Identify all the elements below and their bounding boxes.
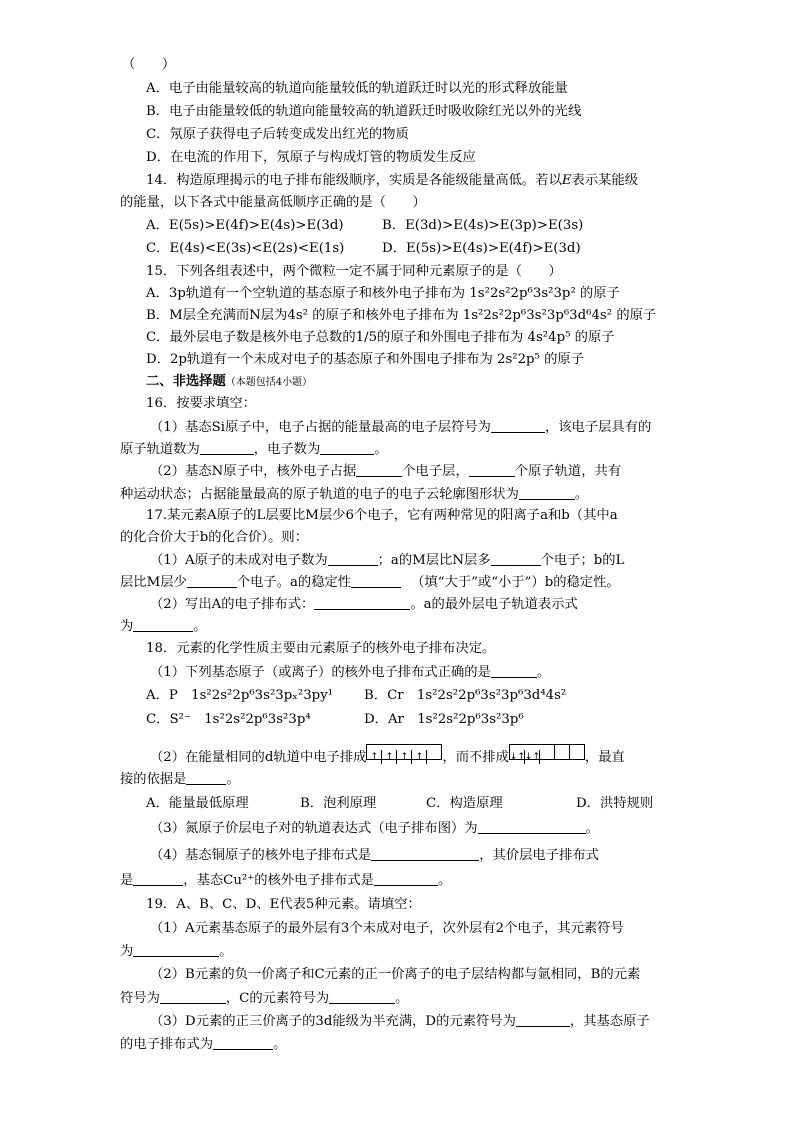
q14-option-b: B．E(3d)>E(4s)>E(3p)>E(3s) bbox=[382, 218, 584, 233]
q15-option-a: A．3p轨道有一个空轨道的基态原子和核外电子排布为 1s²2s²2p⁶3s²3p² 的原子 bbox=[146, 286, 620, 301]
answer-blank[interactable] bbox=[356, 462, 402, 477]
q16-part1-line1 bbox=[150, 418, 651, 437]
q18-part1 bbox=[150, 663, 550, 682]
orbital-box-cell bbox=[570, 745, 584, 759]
q18-p4-text: 。 bbox=[437, 873, 452, 888]
q14-stem-end: 表示某能级 bbox=[571, 173, 639, 188]
q17-p1-text: 层比M层少 bbox=[120, 575, 187, 590]
q15-option-c: C．最外层电子数是核外电子总数的1/5的原子和外围电子排布为 4s²4p⁵ 的原子 bbox=[146, 330, 615, 345]
q18-p4-text: ，其价层电子排布式 bbox=[479, 848, 599, 863]
answer-blank[interactable] bbox=[329, 989, 395, 1004]
q19-p1-text: 。 bbox=[219, 944, 233, 959]
q18-p2-text: 接的依据是 bbox=[120, 772, 187, 787]
q19-part2-line1: （2）B元素的负一价离子和C元素的正一价离子的电子层结构都与氩相同，B的元素 bbox=[150, 967, 641, 982]
q17-stem-line1: 17.某元素A原子的L层要比M层少6个电子，它有两种常见的阳离子a和b（其中a bbox=[146, 508, 618, 523]
q17-p2-text: 。a的最外层电子轨道表示式 bbox=[410, 597, 578, 612]
q16-p1-text: ，该电子层具有的 bbox=[544, 420, 652, 435]
q14-stem-line1 bbox=[146, 172, 638, 190]
q18-part4-line1 bbox=[150, 846, 599, 865]
q19-p3-text: （3）D元素的正三价离子的3d能级为半充满，D的元素符号为 bbox=[150, 1014, 516, 1029]
q18-p4-text: ，基态Cu²⁺的核外电子排布式是 bbox=[183, 873, 374, 888]
q16-p2-text: （2）基态N原子中，核外电子占据 bbox=[150, 464, 357, 479]
answer-blank[interactable] bbox=[491, 663, 537, 678]
section-title: 二、非选择题 bbox=[146, 374, 226, 389]
orbital-box-cell: ↑ bbox=[367, 750, 382, 764]
q18-option-b: B．Cr 1s²2s²2p⁶3s²3p⁶3d⁴4s² bbox=[364, 688, 567, 703]
q16-p1-text: 原子轨道数为 bbox=[120, 442, 200, 457]
q17-p1-text: （1）A原子的未成对电子数为 bbox=[150, 553, 328, 568]
q16-part2-line2 bbox=[120, 485, 588, 504]
q19-part1-line1: （1）A元素基态原子的最外层有3个未成对电子，次外层有2个电子，其元素符号 bbox=[150, 921, 624, 936]
q19-part3-line2 bbox=[120, 1035, 286, 1054]
answer-blank[interactable] bbox=[160, 989, 226, 1004]
q16-p1-text: 。 bbox=[374, 442, 388, 457]
q17-p2-text: 。 bbox=[193, 619, 207, 634]
q19-p3-text: 的电子排布式为 bbox=[120, 1037, 214, 1052]
orbital-box-cell bbox=[427, 745, 441, 759]
q17-p2-text: （2）写出A的电子排布式： bbox=[150, 597, 315, 612]
answer-blank[interactable] bbox=[374, 871, 438, 886]
q13-option-d: D．在电流的作用下，氖原子与构成灯管的物质发生反应 bbox=[146, 150, 476, 165]
q18-p4-text: （4）基态铜原子的核外电子排布式是 bbox=[150, 848, 372, 863]
q18-p1-text: 。 bbox=[536, 665, 551, 680]
answer-blank[interactable] bbox=[491, 418, 545, 433]
q13-option-c: C．氖原子获得电子后转变成发出红光的物质 bbox=[146, 127, 409, 142]
q17-p1-text: （填“大于”或“小于”）b的稳定性。 bbox=[411, 575, 620, 590]
answer-blank[interactable] bbox=[314, 595, 410, 610]
orbital-box-cell bbox=[540, 745, 555, 759]
q18-p2-text: ，最直 bbox=[584, 750, 625, 765]
answer-blank[interactable] bbox=[351, 573, 401, 588]
q17-part2-line1 bbox=[150, 595, 578, 614]
orbital-box-cell: ↓↑ bbox=[509, 752, 526, 762]
orbital-box-cell: ↓↑ bbox=[524, 752, 541, 762]
answer-blank[interactable] bbox=[491, 551, 541, 566]
answer-blank[interactable] bbox=[478, 819, 586, 834]
q17-p1-text: 个电子；b的L bbox=[540, 553, 625, 568]
q18-p3-text: （3）氮原子价层电子对的轨道表达式（电子排布图）为 bbox=[150, 821, 478, 836]
q17-stem-line2: 的化合价大于b的化合价）。则： bbox=[120, 530, 309, 545]
answer-blank[interactable] bbox=[186, 770, 226, 785]
q18-option-c: C．S²⁻ 1s²2s²2p⁶3s²3p⁴ bbox=[146, 712, 311, 727]
q16-part2-line1 bbox=[150, 462, 621, 481]
q16-p2-text: 。 bbox=[574, 487, 589, 502]
q18-part2-line1 bbox=[150, 744, 625, 767]
q18-p4-text: 是 bbox=[120, 873, 134, 888]
answer-blank[interactable] bbox=[469, 462, 515, 477]
q19-p2-text: 。 bbox=[395, 991, 409, 1006]
q18-option-a: A．P 1s²2s²2p⁶3s²3pₓ²3py¹ bbox=[146, 688, 334, 703]
q18-choice-b: B．泡利原理 bbox=[300, 796, 377, 811]
orbital-box-cell: ↑ bbox=[382, 750, 397, 764]
q16-p2-text: 个原子轨道，共有 bbox=[514, 464, 622, 479]
d-orbital-diagram-hund bbox=[366, 744, 442, 760]
q18-stem: 18．元素的化学性质主要由元素原子的核外电子排布决定。 bbox=[146, 641, 496, 656]
q14-option-c: C．E(4s)<E(3s)<E(2s)<E(1s) bbox=[146, 241, 345, 256]
q18-p2-text: 。 bbox=[226, 772, 240, 787]
q18-choice-c: C．构造原理 bbox=[426, 796, 503, 811]
answer-blank[interactable] bbox=[133, 617, 193, 632]
answer-blank[interactable] bbox=[320, 440, 374, 455]
q19-part2-line2 bbox=[120, 989, 408, 1008]
q18-p2-text: （2）在能量相同的d轨道中电子排成 bbox=[150, 750, 367, 765]
q17-p1-text: 个电子。a的稳定性 bbox=[236, 575, 352, 590]
q19-p3-text: ，其基态原子 bbox=[569, 1014, 650, 1029]
q18-option-d: D．Ar 1s²2s²2p⁶3s²3p⁶ bbox=[364, 712, 524, 727]
q19-p3-text: 。 bbox=[273, 1037, 287, 1052]
q15-stem: 15．下列各组表述中，两个微粒一定不属于同种元素原子的是（ ） bbox=[146, 264, 562, 279]
q15-option-d: D．2p轨道有一个未成对电子的基态原子和外围电子排布为 2s²2p⁵ 的原子 bbox=[146, 352, 585, 367]
q17-part1-line2 bbox=[120, 573, 620, 592]
q19-stem: 19．A、B、C、D、E代表5种元素。请填空： bbox=[146, 897, 421, 912]
section-note: （本题包括4小题） bbox=[225, 377, 313, 388]
q17-part2-line2 bbox=[120, 617, 207, 636]
answer-blank[interactable] bbox=[519, 485, 575, 500]
section-heading bbox=[146, 373, 312, 392]
q13-option-b: B．电子由能量较低的轨道向能量较高的轨道跃迁时吸收除红光以外的光线 bbox=[146, 104, 582, 119]
q18-part4-line2 bbox=[120, 871, 451, 890]
q18-part3 bbox=[150, 819, 599, 838]
q16-stem: 16．按要求填空： bbox=[146, 396, 256, 411]
q17-part1-line1 bbox=[150, 551, 624, 570]
q16-part1-line2 bbox=[120, 440, 388, 459]
q14-option-a: A．E(5s)>E(4f)>E(4s)>E(3d) bbox=[146, 218, 344, 233]
q18-part2-line2 bbox=[120, 770, 240, 789]
orbital-box-cell bbox=[555, 745, 570, 759]
q19-p1-text: 为 bbox=[120, 944, 134, 959]
answer-blank[interactable] bbox=[133, 942, 219, 957]
q18-p2-text: ，而不排成 bbox=[442, 750, 509, 765]
answer-blank[interactable] bbox=[213, 1035, 273, 1050]
orbital-box-cell: ↑ bbox=[397, 750, 412, 764]
q13-option-a: A．电子由能量较高的轨道向能量较低的轨道跃迁时以光的形式释放能量 bbox=[146, 81, 568, 96]
q14-stem-text: 14．构造原理揭示的电子排布能级顺序，实质是各能级能量高低。若以 bbox=[146, 173, 562, 188]
q16-p1-text: ，电子数为 bbox=[253, 442, 321, 457]
q17-p1-text: ；a的M层比N层多 bbox=[377, 553, 491, 568]
q16-p1-text: （1）基态Si原子中，电子占据的能量最高的电子层符号为 bbox=[150, 420, 491, 435]
q16-p2-text: 种运动状态；占据能量最高的原子轨道的电子的电子云轮廓图形状为 bbox=[120, 487, 519, 502]
q16-p2-text: 个电子层， bbox=[402, 464, 469, 479]
q13-paren: （ ） bbox=[122, 57, 176, 72]
q19-p2-text: ，C的元素符号为 bbox=[225, 991, 330, 1006]
q19-p2-text: 符号为 bbox=[120, 991, 160, 1006]
orbital-box-cell: ↑ bbox=[412, 750, 427, 764]
q18-choice-d: D．洪特规则 bbox=[576, 796, 654, 811]
answer-blank[interactable] bbox=[187, 573, 237, 588]
q18-p1-text: （1）下列基态原子（或离子）的核外电子排布式正确的是 bbox=[150, 665, 491, 680]
q18-p3-text: 。 bbox=[585, 821, 599, 836]
q14-energy-symbol: E bbox=[561, 173, 572, 188]
q14-stem-line2: 的能量，以下各式中能量高低顺序正确的是（ ） bbox=[120, 195, 426, 210]
q15-option-b: B．M层全充满而N层为4s² 的原子和核外电子排布为 1s²2s²2p⁶3s²3p⁶3d⁶4s² 的原子 bbox=[146, 308, 657, 323]
answer-blank[interactable] bbox=[200, 440, 254, 455]
answer-blank[interactable] bbox=[328, 551, 378, 566]
answer-blank[interactable] bbox=[516, 1012, 570, 1027]
q17-p2-text: 为 bbox=[120, 619, 134, 634]
answer-blank[interactable] bbox=[371, 846, 479, 861]
q19-part3-line1 bbox=[150, 1012, 650, 1031]
q18-choice-a: A．能量最低原理 bbox=[146, 796, 249, 811]
d-orbital-diagram-paired bbox=[509, 744, 585, 760]
q14-option-d: D．E(5s)>E(4s)>E(4f)>E(3d) bbox=[382, 241, 581, 256]
q19-part1-line2 bbox=[120, 942, 233, 961]
answer-blank[interactable] bbox=[133, 871, 183, 886]
